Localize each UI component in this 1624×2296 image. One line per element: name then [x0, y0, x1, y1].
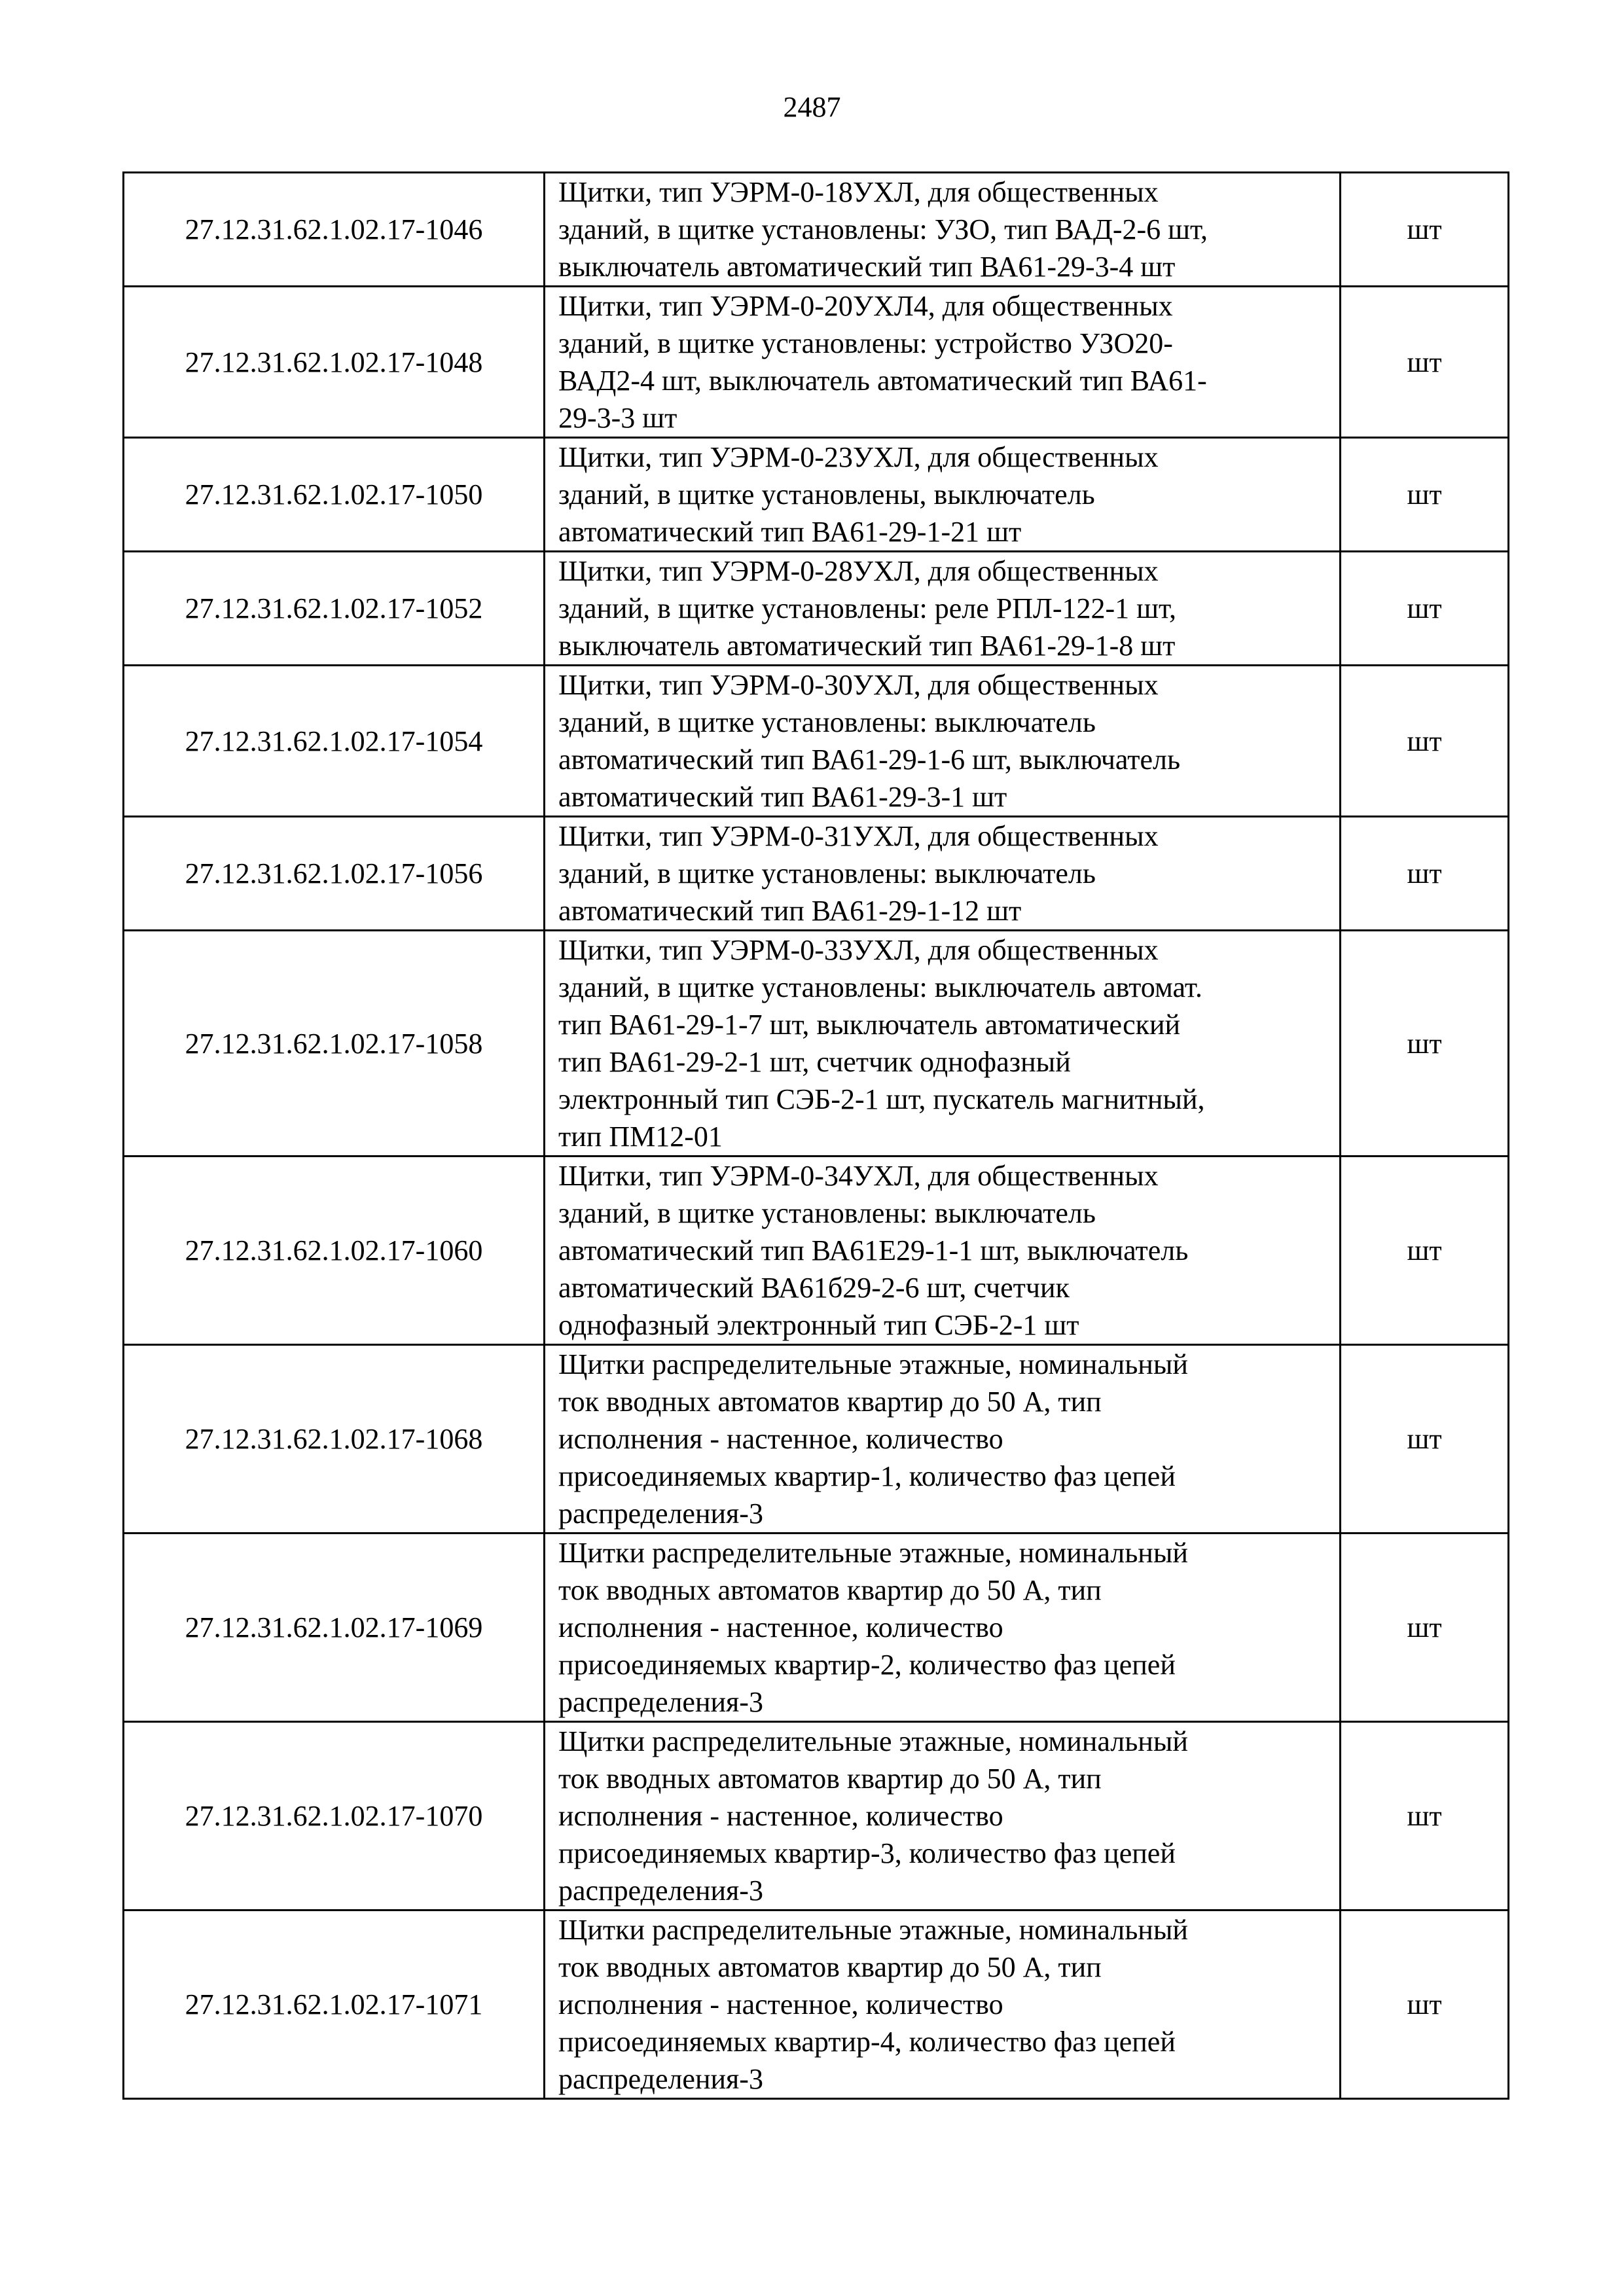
unit-of-measure: шт — [1341, 1534, 1509, 1722]
description-line: зданий, в щитке установлены: выключатель — [558, 857, 1096, 889]
unit-of-measure: шт — [1341, 666, 1509, 817]
description-line: зданий, в щитке установлены: выключатель автомат. — [558, 971, 1202, 1003]
table-row — [124, 1910, 1509, 2099]
description-line: распределения-3 — [558, 1874, 763, 1907]
description-line: Щитки, тип УЭРМ-0-31УХЛ, для общественных — [558, 820, 1159, 852]
description-line: распределения-3 — [558, 2063, 763, 2095]
description-line: исполнения - настенное, количество — [558, 1988, 1003, 2020]
description-line: присоединяемых квартир-2, количество фаз цепей — [558, 1649, 1176, 1681]
description-line: зданий, в щитке установлены: устройство УЗО20- — [558, 327, 1173, 359]
description-line: зданий, в щитке установлены: УЗО, тип ВАД-2-6 шт, — [558, 213, 1208, 245]
unit-of-measure: шт — [1341, 173, 1509, 287]
resource-code: 27.12.31.62.1.02.17-1052 — [124, 552, 545, 666]
description-line: ток вводных автоматов квартир до 50 А, тип — [558, 1386, 1102, 1418]
description-line: Щитки, тип УЭРМ-0-30УХЛ, для общественных — [558, 669, 1159, 701]
description-line: Щитки распределительные этажные, номинальный — [558, 1537, 1188, 1569]
resource-description — [545, 287, 1341, 438]
resource-description — [545, 931, 1341, 1157]
description-line: Щитки, тип УЭРМ-0-18УХЛ, для общественных — [558, 176, 1159, 208]
unit-of-measure: шт — [1341, 287, 1509, 438]
resource-description — [545, 1345, 1341, 1534]
unit-of-measure: шт — [1341, 1345, 1509, 1534]
description-line: электронный тип СЭБ-2-1 шт, пускатель магнитный, — [558, 1083, 1205, 1115]
resource-description — [545, 438, 1341, 552]
unit-of-measure: шт — [1341, 1157, 1509, 1345]
description-line: зданий, в щитке установлены: реле РПЛ-122-1 шт, — [558, 592, 1176, 624]
resource-code: 27.12.31.62.1.02.17-1050 — [124, 438, 545, 552]
table-body — [124, 173, 1509, 2099]
description-line: 29-3-3 шт — [558, 402, 677, 434]
description-line: выключатель автоматический тип ВА61-29-3-4 шт — [558, 251, 1176, 283]
description-line: выключатель автоматический тип ВА61-29-1-8 шт — [558, 630, 1176, 662]
table-row — [124, 931, 1509, 1157]
unit-of-measure: шт — [1341, 931, 1509, 1157]
description-line: ВАД2-4 шт, выключатель автоматический тип ВА61- — [558, 365, 1207, 397]
unit-of-measure: шт — [1341, 817, 1509, 931]
unit-of-measure: шт — [1341, 552, 1509, 666]
description-line: зданий, в щитке установлены: выключатель — [558, 706, 1096, 738]
description-line: распределения-3 — [558, 1498, 763, 1530]
resource-code: 27.12.31.62.1.02.17-1056 — [124, 817, 545, 931]
description-line: автоматический тип ВА61-29-3-1 шт — [558, 781, 1007, 813]
description-line: ток вводных автоматов квартир до 50 А, тип — [558, 1574, 1102, 1606]
description-line: автоматический тип ВА61-29-1-21 шт — [558, 516, 1022, 548]
description-line: ток вводных автоматов квартир до 50 А, тип — [558, 1763, 1102, 1795]
resource-code: 27.12.31.62.1.02.17-1046 — [124, 173, 545, 287]
table-row — [124, 438, 1509, 552]
resource-code: 27.12.31.62.1.02.17-1068 — [124, 1345, 545, 1534]
resource-description — [545, 1722, 1341, 1910]
description-line: присоединяемых квартир-3, количество фаз цепей — [558, 1837, 1176, 1869]
resource-description — [545, 666, 1341, 817]
description-line: Щитки распределительные этажные, номинальный — [558, 1348, 1188, 1380]
description-line: зданий, в щитке установлены, выключатель — [558, 478, 1095, 511]
description-line: Щитки распределительные этажные, номинальный — [558, 1914, 1188, 1946]
unit-of-measure: шт — [1341, 1910, 1509, 2099]
table-row — [124, 552, 1509, 666]
resource-description — [545, 552, 1341, 666]
resource-code: 27.12.31.62.1.02.17-1071 — [124, 1910, 545, 2099]
description-line: Щитки, тип УЭРМ-0-28УХЛ, для общественных — [558, 555, 1159, 587]
resource-description — [545, 1910, 1341, 2099]
resource-description — [545, 1157, 1341, 1345]
description-line: исполнения - настенное, количество — [558, 1611, 1003, 1643]
resource-code: 27.12.31.62.1.02.17-1054 — [124, 666, 545, 817]
description-line: Щитки, тип УЭРМ-0-34УХЛ, для общественных — [558, 1160, 1159, 1192]
description-line: Щитки, тип УЭРМ-0-33УХЛ, для общественных — [558, 934, 1159, 966]
description-line: автоматический тип ВА61Е29-1-1 шт, выключатель — [558, 1234, 1189, 1266]
description-line: присоединяемых квартир-1, количество фаз цепей — [558, 1460, 1176, 1492]
description-line: исполнения - настенное, количество — [558, 1423, 1003, 1455]
resource-code: 27.12.31.62.1.02.17-1058 — [124, 931, 545, 1157]
resource-table — [122, 171, 1509, 2100]
description-line: автоматический тип ВА61-29-1-12 шт — [558, 895, 1022, 927]
resource-code: 27.12.31.62.1.02.17-1070 — [124, 1722, 545, 1910]
table-row — [124, 1534, 1509, 1722]
description-line: Щитки, тип УЭРМ-0-20УХЛ4, для общественных — [558, 290, 1173, 322]
unit-of-measure: шт — [1341, 438, 1509, 552]
description-line: присоединяемых квартир-4, количество фаз цепей — [558, 2026, 1176, 2058]
unit-of-measure: шт — [1341, 1722, 1509, 1910]
description-line: распределения-3 — [558, 1686, 763, 1718]
description-line: ток вводных автоматов квартир до 50 А, тип — [558, 1951, 1102, 1983]
table-row — [124, 173, 1509, 287]
resource-description — [545, 817, 1341, 931]
description-line: тип ВА61-29-1-7 шт, выключатель автоматический — [558, 1009, 1181, 1041]
description-line: Щитки, тип УЭРМ-0-23УХЛ, для общественных — [558, 441, 1159, 473]
description-line: зданий, в щитке установлены: выключатель — [558, 1197, 1096, 1229]
resource-description — [545, 173, 1341, 287]
resource-code: 27.12.31.62.1.02.17-1069 — [124, 1534, 545, 1722]
description-line: однофазный электронный тип СЭБ-2-1 шт — [558, 1309, 1079, 1341]
resource-code: 27.12.31.62.1.02.17-1048 — [124, 287, 545, 438]
description-line: тип ВА61-29-2-1 шт, счетчик однофазный — [558, 1046, 1071, 1078]
resource-code: 27.12.31.62.1.02.17-1060 — [124, 1157, 545, 1345]
table-row — [124, 666, 1509, 817]
table-row — [124, 1722, 1509, 1910]
page-number: 2487 — [783, 91, 841, 123]
description-line: Щитки распределительные этажные, номинальный — [558, 1725, 1188, 1757]
table-row — [124, 1157, 1509, 1345]
description-line: исполнения - настенное, количество — [558, 1800, 1003, 1832]
table-row — [124, 287, 1509, 438]
description-line: тип ПМ12-01 — [558, 1121, 723, 1153]
table-row — [124, 1345, 1509, 1534]
description-line: автоматический тип ВА61-29-1-6 шт, выключатель — [558, 744, 1181, 776]
resource-description — [545, 1534, 1341, 1722]
description-line: автоматический ВА61б29-2-6 шт, счетчик — [558, 1272, 1070, 1304]
table-row — [124, 817, 1509, 931]
